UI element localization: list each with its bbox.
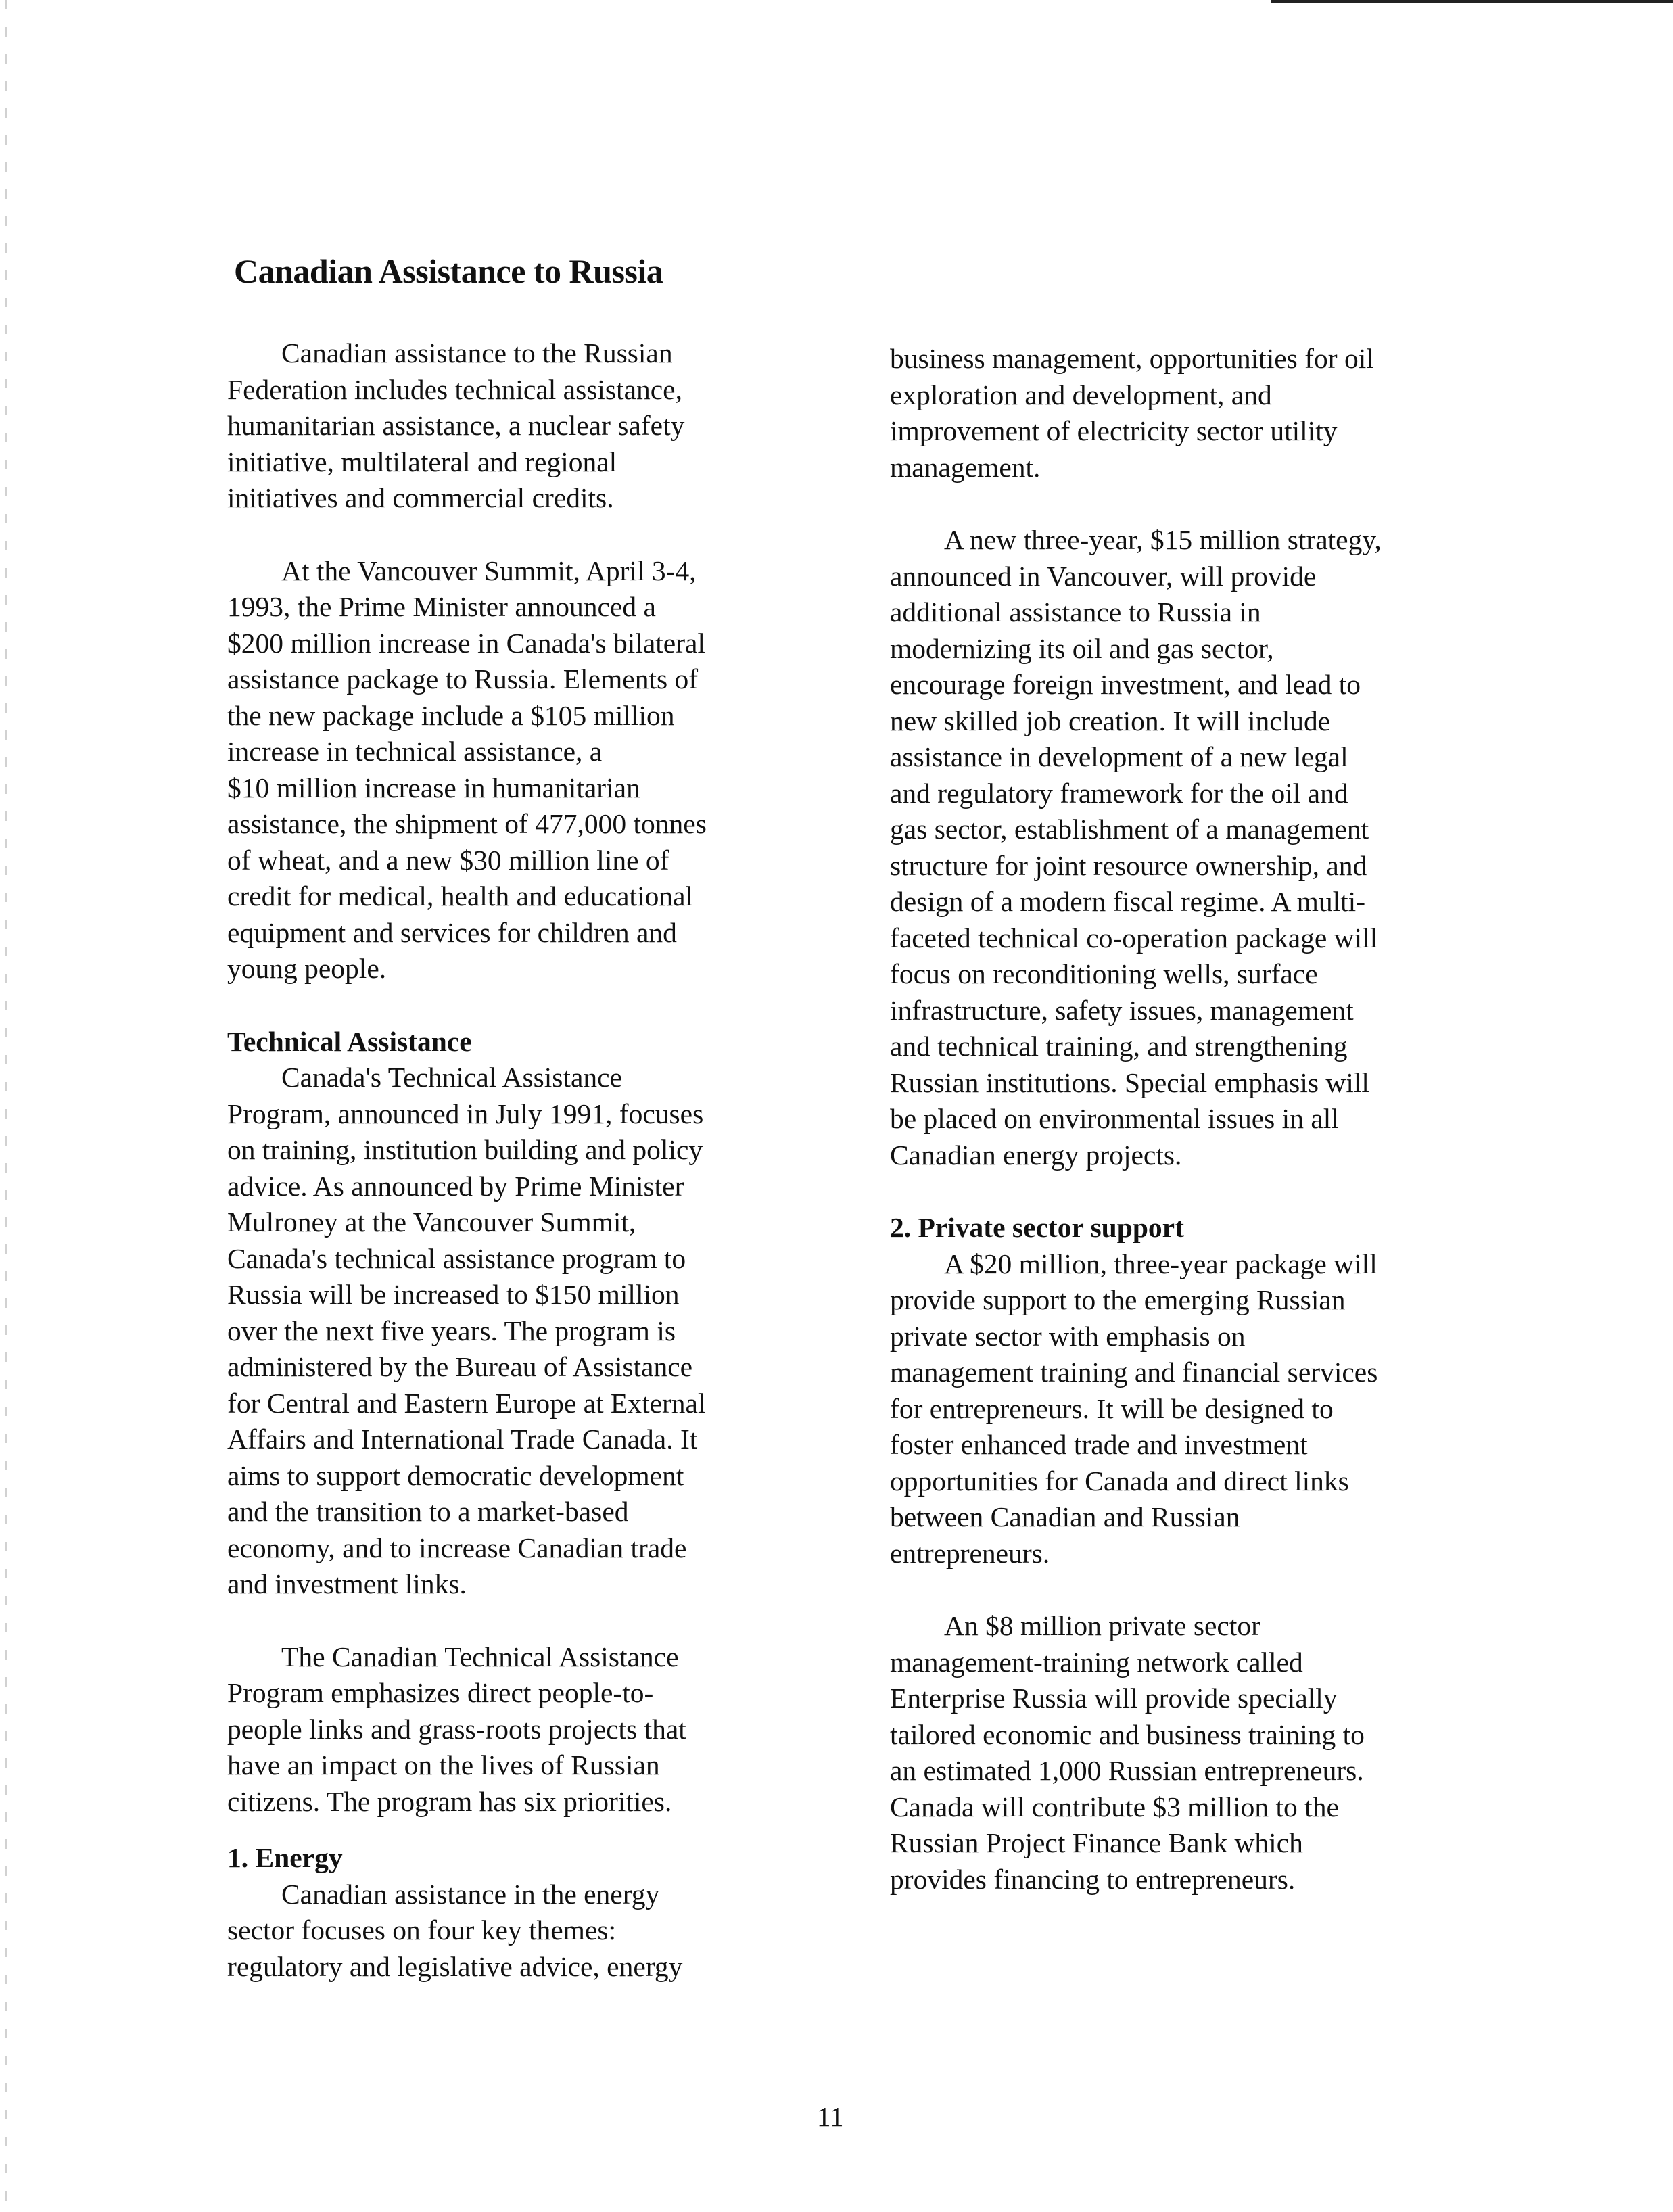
energy-paragraph: Canadian assistance in the energy sector focuses on four key themes: regulatory and legislative advice, energy (227, 1878, 683, 1982)
energy-continued-paragraph: business management, opportunities for oil exploration and development, and improvement of electricity sector utility management. (890, 343, 1374, 483)
paragraph-gap (890, 1173, 1451, 1210)
energy-heading: 1. Energy (227, 1842, 343, 1873)
left-column (227, 335, 788, 1985)
top-rule (1271, 0, 1673, 3)
paragraph-gap (227, 517, 788, 553)
page-title: Canadian Assistance to Russia (234, 252, 663, 290)
priorities-paragraph: The Canadian Technical Assistance Program emphasizes direct people-to- people links and grass-roots projects that have an impact on the lives of Russian citizens. The program has six priorities. (227, 1641, 686, 1817)
private-sector-heading: 2. Private sector support (890, 1212, 1184, 1243)
right-column (890, 341, 1451, 1898)
paragraph-gap (227, 1603, 788, 1639)
private-sector-paragraph: A $20 million, three-year package will provide support to the emerging Russian private sector with emphasis on management training and financial services for entrepreneurs. It will be designed to foster enhanced trade and investment opportunities for Canada and direct links between Canadian and Russian entrepreneurs. (890, 1248, 1378, 1569)
summit-paragraph: At the Vancouver Summit, April 3-4, 1993, the Prime Minister announced a $200 million increase in Canada's bilateral assistance package to Russia. Elements of the new package include a $105 million increase in technical assistance, a $10 million increase in humanitarian assistance, the shipment of 477,000 tonnes of wheat, and a new $30 million line of credit for medical, health and educational equipment and services for children and young people. (227, 555, 707, 984)
paragraph-gap (227, 987, 788, 1024)
strategy-paragraph: A new three-year, $15 million strategy, announced in Vancouver, will provide additional assistance to Russia in modernizing its oil and gas sector, encourage foreign investment, and lead to new skilled job creation. It will include assistance in development of a new legal and regulatory framework for the oil and gas sector, establishment of a management structure for joint resource ownership, and design of a modern fiscal regime. A multi- faceted technical co-operation package will focus on reconditioning wells, surface infrastructure, safety issues, management and technical training, and strengthening Russian institutions. Special emphasis will be placed on environmental issues in all Canadian energy projects. (890, 524, 1382, 1171)
paragraph-gap (890, 1572, 1451, 1608)
technical-assistance-heading: Technical Assistance (227, 1025, 472, 1057)
paragraph-gap (227, 1820, 788, 1840)
page-number: 11 (817, 2101, 844, 2132)
enterprise-russia-paragraph: An $8 million private sector management-training network called Enterprise Russia will provide specially tailored economic and business training to an estimated 1,000 Russian entrepreneurs. Canada will contribute $3 million to the Russian Project Finance Bank which provides financing to entrepreneurs. (890, 1610, 1365, 1895)
scan-edge (5, 0, 7, 2212)
paragraph-gap (890, 486, 1451, 522)
intro-paragraph: Canadian assistance to the Russian Federation includes technical assistance, humanitarian assistance, a nuclear safety initiative, multilateral and regional initiatives and commercial credits. (227, 337, 685, 513)
technical-assistance-paragraph: Canada's Technical Assistance Program, announced in July 1991, focuses on training, institution building and policy advice. As announced by Prime Minister Mulroney at the Vancouver Summit, Canada's technical assistance program to Russia will be increased to $150 million over the next five years. The program is administered by the Bureau of Assistance for Central and Eastern Europe at External Affairs and International Trade Canada. It aims to support democratic development and the transition to a market-based economy, and to increase Canadian trade and investment links. (227, 1062, 706, 1599)
